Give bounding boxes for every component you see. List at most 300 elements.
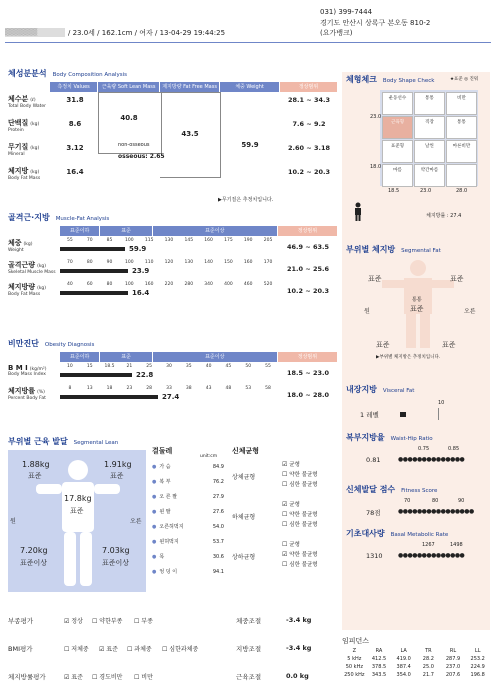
muscle_fat-tick: 80 xyxy=(106,282,113,287)
impedance-header-cell: TR xyxy=(425,648,432,654)
muscle_fat-row-name: 체지방량 xyxy=(8,283,36,291)
person-icon xyxy=(352,202,364,222)
body-shape-cell: 근육형 xyxy=(382,116,413,139)
impedance-cell: 25.0 xyxy=(422,664,434,670)
eval-option-label: 경도비만 xyxy=(99,674,123,681)
balance-option-label: 균형 xyxy=(289,462,300,468)
balance-option xyxy=(282,470,318,478)
impedance-row xyxy=(342,656,490,662)
bc-row-label xyxy=(8,118,52,133)
eval-option xyxy=(134,672,153,681)
right-leg-lean: 7.20kg xyxy=(20,546,48,555)
obesity-row-name: B M I xyxy=(8,364,28,372)
checked-icon: ☑ xyxy=(99,646,107,653)
muscle_fat-tick: 100 xyxy=(125,238,134,243)
balance-option-label: 균형 xyxy=(289,542,300,548)
eval-option xyxy=(92,616,122,625)
muscle_fat-row-range: 21.0 ~ 25.6 xyxy=(286,265,330,273)
impedance-cell: 237.0 xyxy=(445,664,461,670)
girth-value: 30.6 xyxy=(212,554,224,560)
eval-name: BMI평가 xyxy=(8,645,33,653)
muscle-fat-title: 골격근·지방 Muscle-Fat Analysis xyxy=(8,213,110,222)
girth-row xyxy=(152,490,224,505)
body-shape-cell: 마름 xyxy=(382,164,413,187)
impedance-title: 임피던스 xyxy=(342,637,370,645)
body-shape-x1: 18.5 xyxy=(388,188,400,194)
fat-left-arm: 표준 xyxy=(450,275,464,283)
girth-value: 54.0 xyxy=(212,524,224,530)
control-name: 근육조절 xyxy=(236,673,262,681)
bc-row-value: 16.4 xyxy=(66,168,84,176)
eval-option-label: 표준 xyxy=(106,646,118,653)
clinic-phone: 031) 399-7444 xyxy=(320,8,373,16)
unchecked-icon: ☐ xyxy=(92,674,100,681)
bc-row-eng: Body Fat Mass xyxy=(8,176,41,181)
bc-h-range: 정상범위 xyxy=(280,82,338,92)
visceral-section xyxy=(346,384,488,424)
obesity-header: 표준이하 표준 표준이상 정상범위 xyxy=(60,352,338,362)
impedance-cell: 387.4 xyxy=(396,664,411,670)
impedance-cell: 253.2 xyxy=(470,656,485,662)
balance-option xyxy=(282,550,318,558)
fitness-tick1: 70 xyxy=(404,498,411,504)
unchecked-icon: ☐ xyxy=(134,618,142,625)
girth-title: 결둘레 xyxy=(152,447,173,455)
muscle-fat-section xyxy=(8,212,338,322)
muscle_fat-tick: 70 xyxy=(86,238,93,243)
bc-row-label xyxy=(8,142,52,157)
balance-option xyxy=(282,480,318,488)
eval-option-label: 정상 xyxy=(71,618,83,625)
impedance-cell: 378.5 xyxy=(371,664,387,670)
girth-dot-icon: ● xyxy=(152,539,157,545)
impedance-cell: 207.6 xyxy=(445,672,461,678)
muscle_fat-tick: 460 xyxy=(243,282,253,287)
girth-row xyxy=(152,460,224,475)
eval-option-label: 심한과체중 xyxy=(169,646,199,653)
bc-row-range: 28.1 ~ 34.3 xyxy=(287,96,331,104)
obesity-title: 비만진단 Obesity Diagnosis xyxy=(8,339,95,348)
girth-name: 왼 팔 xyxy=(159,509,171,515)
bc-row-name: 체수분 xyxy=(8,95,29,103)
bc-row-eng: Total Body Water xyxy=(8,104,47,109)
body-shape-fat-label: 체지방률 : 27.4 xyxy=(426,213,462,219)
obesity-row-ticks xyxy=(60,364,278,369)
muscle_fat-tick: 80 xyxy=(86,260,93,265)
muscle-fat-header: 표준이하 표준 표준이상 정상범위 xyxy=(60,226,338,236)
muscle_fat-tick: 140 xyxy=(204,260,213,265)
obesity-tick: 40 xyxy=(205,364,212,369)
balance-option xyxy=(282,520,318,528)
muscle_fat-row-eng: Skeletal Muscle Mass xyxy=(8,270,56,275)
muscle_fat-row-unit: (kg) xyxy=(37,264,47,269)
bc-h-values: 측정치 Values xyxy=(50,82,98,92)
muscle_fat-tick: 170 xyxy=(263,260,273,265)
checked-icon: ☑ xyxy=(64,674,72,681)
muscle_fat-tick: 220 xyxy=(164,282,174,287)
impedance-row xyxy=(342,664,490,670)
muscle_fat-tick: 120 xyxy=(164,260,174,265)
body-shape-x3: 28.0 xyxy=(456,188,468,194)
girth-row xyxy=(152,550,224,565)
checked-icon: ☑ xyxy=(282,551,290,558)
control-name: 지방조절 xyxy=(236,645,262,653)
muscle_fat-tick: 280 xyxy=(184,282,194,287)
checked-icon: ☑ xyxy=(282,501,290,508)
muscle_fat-tick: 40 xyxy=(67,282,73,287)
fitness-tick2: 80 xyxy=(432,498,439,504)
muscle_fat-row-name: 체중 xyxy=(8,239,22,247)
impedance-header-cell: LL xyxy=(474,648,481,654)
muscle_fat-tick: 190 xyxy=(243,238,253,243)
lean-side-right: 오른 xyxy=(130,518,142,525)
obesity-row-bar xyxy=(60,395,158,399)
unchecked-icon: ☐ xyxy=(282,521,290,528)
balance-option-label: 약한 불균형 xyxy=(289,552,318,558)
balance-option-label: 심한 불균형 xyxy=(289,562,318,568)
body-comp-section xyxy=(8,68,338,203)
left-leg-lean: 7.03kg xyxy=(102,546,130,555)
obesity-tick: 45 xyxy=(225,364,232,369)
body-shape-cell xyxy=(446,164,477,187)
girth-name: 목 xyxy=(159,554,165,560)
bmr-title: 기초대사량 Basal Metabolic Rate xyxy=(346,529,449,538)
muscle_fat-tick: 110 xyxy=(144,260,154,265)
eval-name: 체지방률평가 xyxy=(8,673,46,681)
eval-option xyxy=(134,616,153,625)
obesity-row-value: 27.4 xyxy=(162,393,180,401)
muscle_fat-tick: 160 xyxy=(204,238,213,243)
girth-dot-icon: ● xyxy=(152,509,157,515)
trunk-lean: 17.8kg xyxy=(64,494,92,503)
balance-group-name: 상체균형 xyxy=(232,474,256,481)
obesity-row-label xyxy=(8,364,60,377)
body-shape-y2: 18.0 xyxy=(370,164,382,170)
fat-trunk: 표준 xyxy=(410,305,424,313)
obesity-row-label xyxy=(8,386,60,401)
bc-row-name: 단백질 xyxy=(8,119,29,127)
fat-side-right: 오른 xyxy=(464,308,476,315)
obesity-tick: 13 xyxy=(86,386,93,391)
obesity-row-unit: (%) xyxy=(37,390,45,395)
obesity-tick: 18.5 xyxy=(104,364,115,369)
girth-value: 94.1 xyxy=(212,569,224,575)
left-arm-lean: 1.91kg xyxy=(104,460,132,469)
unchecked-icon: ☐ xyxy=(92,618,100,625)
muscle_fat-tick: 115 xyxy=(144,238,154,243)
fitness-value: 78점 xyxy=(366,509,381,517)
obesity-tick: 33 xyxy=(166,386,172,391)
bc-h-ffm: 제지방량 Fat Free Mass xyxy=(160,82,220,92)
waist-hip-section xyxy=(346,432,488,470)
balance-option-label: 심한 불균형 xyxy=(289,522,318,528)
girth-value: 76.2 xyxy=(212,479,224,485)
impedance-cell: 21.7 xyxy=(422,672,434,678)
impedance-cell: 50 kHz xyxy=(345,664,363,670)
impedance-header xyxy=(342,648,490,654)
muscle_fat-tick: 340 xyxy=(204,282,213,287)
osseous-label: osseous: 2.65 xyxy=(118,153,165,160)
obesity-tick: 48 xyxy=(225,386,232,391)
balance-group-name: 하체균형 xyxy=(232,514,256,521)
balance-option xyxy=(282,540,300,548)
unchecked-icon: ☐ xyxy=(134,674,142,681)
right-leg-lean-std: 표준이상 xyxy=(20,559,48,567)
eval-option xyxy=(64,672,83,681)
muscle_fat-row-bar xyxy=(60,247,125,251)
whr-value: 0.81 xyxy=(366,456,381,464)
fitness-tick3: 90 xyxy=(458,498,465,504)
muscle_fat-row-range: 10.2 ~ 20.3 xyxy=(286,287,330,295)
control-name: 체중조절 xyxy=(236,617,262,625)
segmental-fat-section xyxy=(346,244,488,364)
soft-lean-value: 40.8 xyxy=(120,114,138,122)
impedance-cell: 5 kHz xyxy=(347,656,362,662)
unchecked-icon: ☐ xyxy=(282,511,290,518)
eval-option xyxy=(162,644,198,653)
balance-option-label: 약한 불균형 xyxy=(289,472,318,478)
eval-option xyxy=(99,644,118,653)
impedance-cell: 287.9 xyxy=(445,656,461,662)
impedance-cell: 412.5 xyxy=(371,656,387,662)
obesity-row-range: 18.0 ~ 28.0 xyxy=(286,391,330,399)
girth-name: 왼허벅지 xyxy=(159,539,179,545)
bc-row-unit: (kg) xyxy=(30,146,40,151)
visceral-divider xyxy=(438,408,439,420)
fat-right-leg: 표준 xyxy=(376,341,390,349)
body-comp-title: 체성분분석 Body Composition Analysis xyxy=(8,69,128,78)
girth-row xyxy=(152,505,224,520)
impedance-cell: 28.2 xyxy=(422,656,434,662)
balance-option xyxy=(282,500,300,508)
right-arm-lean: 1.88kg xyxy=(22,460,50,469)
balance-option xyxy=(282,510,318,518)
body-shape-cell: 통통 xyxy=(446,116,477,139)
muscle_fat-row-label xyxy=(8,260,60,275)
muscle_fat-row-value: 16.4 xyxy=(132,289,150,297)
bmr-tick1: 1267 xyxy=(422,542,435,548)
bc-row-unit: (ℓ) xyxy=(30,98,36,103)
bc-row-label xyxy=(8,166,52,181)
muscle_fat-row-ticks xyxy=(60,238,278,243)
muscle_fat-row-name: 골격근량 xyxy=(8,261,36,269)
bmr-value: 1310 xyxy=(366,552,383,560)
girth-value: 84.9 xyxy=(212,464,224,470)
fitness-dots: ●●●●●●●●●●●●●●●● xyxy=(398,508,474,515)
girth-dot-icon: ● xyxy=(152,524,157,530)
girth-value: 53.7 xyxy=(212,539,224,545)
body-shape-legend: ★표준 ◎ 진워 xyxy=(450,77,479,82)
muscle_fat-row-value: 23.9 xyxy=(132,267,150,275)
balance-group-name: 상하균형 xyxy=(232,554,256,561)
impedance-cell: 250 kHz xyxy=(344,672,365,678)
obesity-tick: 15 xyxy=(86,364,93,369)
muscle_fat-row-eng: Body Fat Mass xyxy=(8,292,41,297)
muscle_fat-tick: 100 xyxy=(125,282,134,287)
left-leg-lean-std: 표준이상 xyxy=(102,559,130,567)
obesity-tick: 21 xyxy=(126,364,133,369)
muscle_fat-row-label xyxy=(8,238,60,253)
fat-trunk-top: 통통 xyxy=(412,297,422,303)
eval-option-label: 저체중 xyxy=(71,646,89,653)
bc-h-weight: 체중 Weight xyxy=(220,82,280,92)
clinic-org: (요가뱅크) xyxy=(320,29,353,37)
eval-name: 부종평가 xyxy=(8,617,34,625)
impedance-cell: 419.0 xyxy=(396,656,411,662)
muscle_fat-tick: 205 xyxy=(263,238,273,243)
checked-icon: ☑ xyxy=(64,618,72,625)
eval-option xyxy=(64,616,83,625)
body-shape-cell: 약간마름 xyxy=(414,164,445,187)
girth-dot-icon: ● xyxy=(152,464,157,470)
control-value: 0.0 kg xyxy=(286,672,309,680)
girth-dot-icon: ● xyxy=(152,479,157,485)
bc-row-range: 2.60 ~ 3.18 xyxy=(287,144,331,152)
unchecked-icon: ☐ xyxy=(127,646,135,653)
body-shape-title: 체형체크 Body Shape Check xyxy=(346,75,435,84)
header xyxy=(0,0,493,50)
muscle_fat-tick: 145 xyxy=(184,238,194,243)
muscle_fat-tick: 130 xyxy=(164,238,174,243)
impedance-cell: 196.8 xyxy=(470,672,485,678)
bc-row-name: 체지방 xyxy=(8,167,29,175)
girth-row xyxy=(152,520,224,535)
muscle_fat-tick: 160 xyxy=(144,282,154,287)
body-shape-cell: 비만 xyxy=(446,92,477,115)
bc-h-slm: 근육량 Soft Lean Mass xyxy=(98,82,160,92)
fat-side-left: 원 xyxy=(364,308,370,315)
balance-title: 신체균형 xyxy=(232,447,260,455)
body-comp-header xyxy=(50,82,338,92)
non-osseous-label: non-osseous xyxy=(118,142,150,148)
body-shape-cell: 통통 xyxy=(414,92,445,115)
muscle_fat-row-ticks xyxy=(60,282,278,287)
impedance-header-cell: RA xyxy=(375,648,383,654)
obesity-tick: 43 xyxy=(205,386,212,391)
bc-row-label xyxy=(8,94,52,109)
balance-section xyxy=(232,446,338,586)
bc-row-unit: (kg) xyxy=(30,170,40,175)
bmr-dots: ●●●●●●●●●●●●●● xyxy=(398,552,465,559)
girth-dot-icon: ● xyxy=(152,569,157,575)
whr-tick2: 0.85 xyxy=(448,446,460,452)
obesity-row-value: 22.8 xyxy=(136,371,154,379)
unchecked-icon: ☐ xyxy=(282,541,290,548)
waist-hip-title: 복부지방율 Waist-Hip Ratio xyxy=(346,433,433,442)
eval-option-label: 부종 xyxy=(141,618,153,625)
impedance-header-cell: LA xyxy=(400,648,407,654)
obesity-tick: 23 xyxy=(126,386,133,391)
bmr-section xyxy=(346,528,488,568)
control-value: -3.4 kg xyxy=(286,644,312,652)
body-shape-cell: 마른비만 xyxy=(446,140,477,163)
muscle_fat-tick: 100 xyxy=(125,260,134,265)
visceral-level: 1 레벨 xyxy=(360,411,379,419)
segmental-lean-title: 부위별 근육 발달 Segmental Lean xyxy=(8,437,119,446)
bc-row-value: 31.8 xyxy=(66,96,84,104)
muscle_fat-tick: 60 xyxy=(86,282,93,287)
muscle_fat-tick: 130 xyxy=(184,260,194,265)
muscle_fat-tick: 150 xyxy=(224,260,233,265)
segmental-fat-note: ▶부위별 체지방은 추정치입니다. xyxy=(376,355,441,360)
muscle_fat-row-bar xyxy=(60,269,128,273)
weight-value: 59.9 xyxy=(241,141,259,149)
muscle_fat-tick: 85 xyxy=(106,238,113,243)
bc-row-value: 8.6 xyxy=(68,120,82,128)
unchecked-icon: ☐ xyxy=(64,646,72,653)
impedance-header-cell: Z xyxy=(352,648,357,654)
obesity-tick: 18 xyxy=(106,386,113,391)
obesity-row-ticks xyxy=(60,386,278,391)
girth-value: 27.6 xyxy=(212,509,224,515)
body-shape-section xyxy=(346,74,488,224)
muscle_fat-tick: 520 xyxy=(263,282,273,287)
impedance-row xyxy=(342,672,490,678)
body-shape-cell: 표준형 xyxy=(382,140,413,163)
lean-side-left: 원 xyxy=(10,518,16,525)
obesity-tick: 58 xyxy=(265,386,271,391)
bc-row-eng: Protein xyxy=(8,128,24,133)
fitness-section xyxy=(346,484,488,524)
bc-row-range: 7.6 ~ 9.2 xyxy=(292,120,326,128)
fat-free-value: 43.5 xyxy=(181,130,199,138)
girth-name: 오 른 팔 xyxy=(159,494,178,500)
body-shape-cell: 날씬 xyxy=(414,140,445,163)
muscle_fat-tick: 55 xyxy=(67,238,73,243)
unchecked-icon: ☐ xyxy=(282,481,290,488)
body-comp-note: ▶무기질은 추정치입니다. xyxy=(218,197,274,203)
obesity-tick: 30 xyxy=(166,364,172,369)
segmental-fat-title: 부위별 체지방 Segmental Fat xyxy=(346,245,441,254)
impedance-cell: 343.5 xyxy=(371,672,387,678)
impedance-header-cell: RL xyxy=(449,648,457,654)
obesity-section xyxy=(8,338,338,418)
obesity-row-unit: (kg/m²) xyxy=(29,367,47,372)
patient-info: / 23.0세 / 162.1cm / 여자 / 13-04-29 19:44:25 xyxy=(68,29,226,37)
unchecked-icon: ☐ xyxy=(282,561,290,568)
muscle_fat-row-unit: (kg) xyxy=(37,286,47,291)
control-value: -3.4 kg xyxy=(286,616,312,624)
balance-option xyxy=(282,460,300,468)
obesity-tick: 38 xyxy=(185,386,192,391)
bc-row-range: 10.2 ~ 20.3 xyxy=(287,168,331,176)
muscle_fat-tick: 400 xyxy=(224,282,233,287)
girth-name: 오른허벅지 xyxy=(159,524,184,530)
obesity-tick: 35 xyxy=(185,364,192,369)
obesity-row-eng: Body Mass Index xyxy=(8,372,46,377)
obesity-row-name: 체지방률 xyxy=(8,387,36,395)
muscle_fat-row-unit: (kg) xyxy=(23,242,33,247)
muscle_fat-row-ticks xyxy=(60,260,278,265)
impedance-cell: 354.0 xyxy=(396,672,411,678)
visceral-scale: 10 xyxy=(438,400,445,406)
fitness-title: 신체발달 점수 Fitness Score xyxy=(346,485,438,494)
obesity-tick: 55 xyxy=(265,364,271,369)
girth-name: 복 부 xyxy=(159,479,171,485)
bc-row-unit: (kg) xyxy=(30,122,40,127)
segmental-lean-section xyxy=(8,436,148,596)
muscle_fat-row-bar xyxy=(60,291,128,295)
bc-row-name: 무기질 xyxy=(8,143,29,151)
eval-option xyxy=(127,644,152,653)
obesity-row-eng: Percent Body Fat xyxy=(8,396,46,401)
obesity-tick: 28 xyxy=(146,386,153,391)
muscle_fat-row-value: 59.9 xyxy=(129,245,147,253)
muscle_fat-tick: 90 xyxy=(106,260,113,265)
muscle_fat-tick: 70 xyxy=(67,260,73,265)
muscle_fat-row-label xyxy=(8,282,60,297)
bc-row-value: 3.12 xyxy=(66,144,84,152)
